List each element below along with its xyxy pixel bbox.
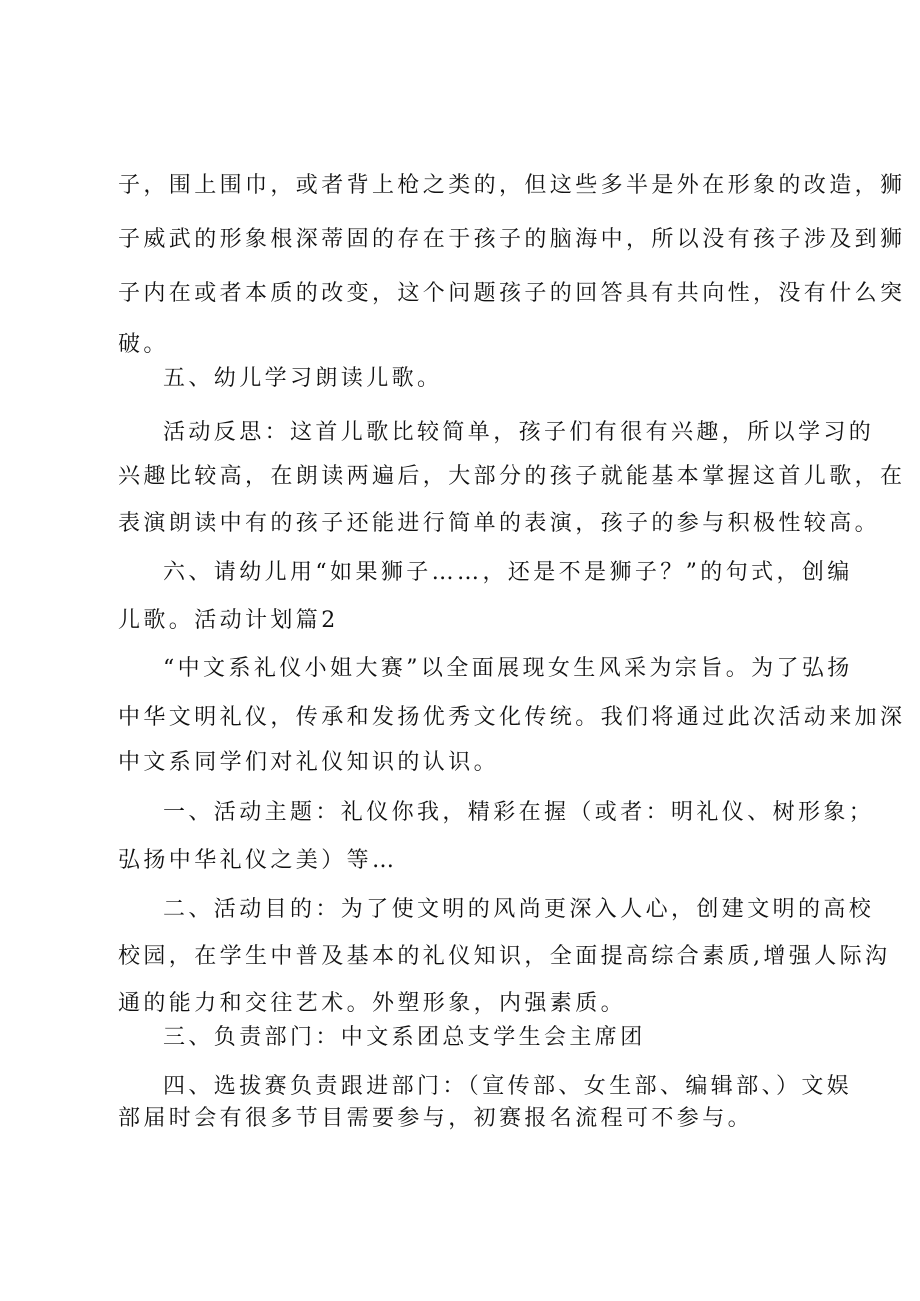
paragraph-line: 中文系同学们对礼仪知识的认识。 (118, 750, 500, 775)
paragraph-line: “中文系礼仪小姐大赛”以全面展现女生风采为宗旨。为了弘扬 (163, 656, 853, 681)
section-heading: 六、请幼儿用“如果狮子……，还是不是狮子？”的句式，创编 (163, 560, 853, 585)
paragraph-line: 子内在或者本质的改变，这个问题孩子的回答具有共向性，没有什么突 (118, 281, 906, 306)
paragraph-line: 破。 (118, 332, 169, 357)
section-heading: 四、选拔赛负责跟进部门：（宣传部、女生部、编辑部、）文娱 (163, 1074, 853, 1099)
paragraph-line: 部届时会有很多节目需要参与，初赛报名流程可不参与。 (118, 1106, 754, 1131)
paragraph-line: 活动反思：这首儿歌比较简单，孩子们有很有兴趣，所以学习的 (163, 420, 875, 445)
section-heading: 三、负责部门：中文系团总支学生会主席团 (163, 1025, 646, 1050)
section-heading: 一、活动主题：礼仪你我，精彩在握（或者：明礼仪、树形象； (163, 800, 875, 825)
paragraph-line: 表演朗读中有的孩子还能进行简单的表演，孩子的参与积极性较高。 (118, 511, 881, 536)
paragraph-line: 兴趣比较高，在朗读两遍后，大部分的孩子就能基本掌握这首儿歌，在 (118, 464, 906, 489)
paragraph-line: 通的能力和交往艺术。外塑形象，内强素质。 (118, 991, 627, 1016)
paragraph-line: 子威武的形象根深蒂固的存在于孩子的脑海中，所以没有孩子涉及到狮 (118, 227, 906, 252)
paragraph-line: 子，围上围巾，或者背上枪之类的，但这些多半是外在形象的改造，狮 (118, 173, 906, 198)
section-heading: 二、活动目的：为了使文明的风尚更深入人心，创建文明的高校 (163, 897, 875, 922)
paragraph-line: 中华文明礼仪，传承和发扬优秀文化传统。我们将通过此次活动来加深 (118, 705, 906, 730)
paragraph-line: 校园，在学生中普及基本的礼仪知识，全面提高综合素质,增强人际沟 (118, 944, 891, 969)
section-heading: 五、幼儿学习朗读儿歌。 (163, 366, 443, 391)
paragraph-line: 儿歌。活动计划篇2 (118, 608, 339, 633)
paragraph-line: 弘扬中华礼仪之美）等… (118, 848, 398, 873)
